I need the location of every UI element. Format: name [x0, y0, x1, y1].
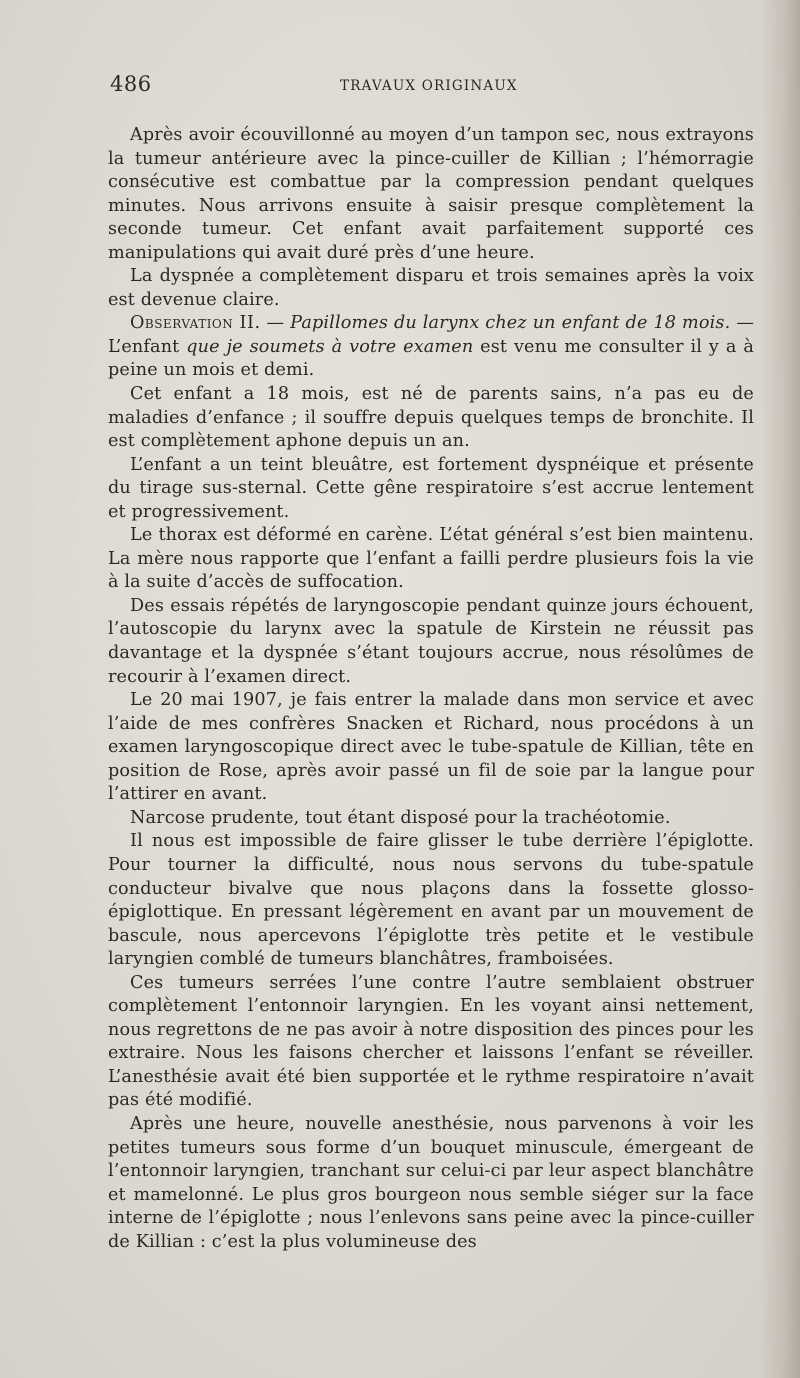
paragraph: L’enfant a un teint bleuâtre, est fortement dyspnéique et présente du tirage sus-sternal. Cette gêne respiratoire s’est accrue lentement et progressivement. [108, 454, 754, 522]
observation-title: Papillomes du larynx chez un enfant de 18 mois. [290, 313, 731, 334]
page-header [110, 72, 760, 102]
observation-label: Observation II. [130, 313, 261, 334]
paragraph: Narcose prudente, tout étant disposé pour la trachéotomie. [130, 807, 671, 828]
observation-dash-2: — [730, 313, 754, 334]
paragraph: Il nous est impossible de faire glisser le tube derrière l’épiglotte. Pour tourner la difficulté, nous nous servons du tube-spatule conducteur bivalve que nous plaçons dans la fossette glosso-épiglottique. En pressant légèrement en avant par un mouvement de bascule, nous apercevons l’épiglotte très petite et le vestibule laryngien comblé de tumeurs blanchâtres, framboisées. [108, 831, 754, 970]
paragraph: Après une heure, nouvelle anesthésie, nous parvenons à voir les petites tumeurs sous forme d’un bouquet minuscule, émergeant de l’entonnoir laryngien, tranchant sur celui-ci par leur aspect blanchâtre et mamelonné. Le plus gros bourgeon nous semble siéger sur la face interne de l’épiglotte ; nous l’enlevons sans peine avec la pince-cuiller de Killian : c’est la plus volumineuse des [108, 1113, 754, 1252]
observation-paragraph [108, 312, 754, 383]
paragraph: Des essais répétés de laryngoscopie pendant quinze jours échouent, l’autoscopie du larynx avec la spatule de Kirstein ne réussit pas davantage et la dyspnée s’étant toujours accrue, nous résolûmes de recourir à l’examen direct. [108, 595, 754, 687]
body-text [108, 124, 754, 1254]
paragraph: Le thorax est déformé en carène. L’état général s’est bien maintenu. La mère nous rapporte que l’enfant a failli perdre plusieurs fois la vie à la suite d’accès de suffocation. [108, 525, 754, 593]
observation-text: L’enfant [108, 336, 187, 357]
paragraph: Cet enfant a 18 mois, est né de parents sains, n’a pas eu de maladies d’enfance ; il souffre depuis quelques temps de bronchite. Il est complètement aphone depuis un an. [108, 384, 754, 452]
observation-dash: — [260, 313, 291, 334]
running-title: TRAVAUX ORIGINAUX [340, 78, 518, 94]
page-number: 486 [110, 72, 152, 96]
observation-quote: que je soumets à votre examen [186, 336, 474, 357]
paragraph: Ces tumeurs serrées l’une contre l’autre semblaient obstruer complètement l’entonnoir laryngien. En les voyant ainsi nettement, nous regrettons de ne pas avoir à notre disposition des pinces pour les extraire. Nous les faisons chercher et laissons l’enfant se réveiller. L’anesthésie avait été bien supportée et le rythme respiratoire n’avait pas été modifié. [108, 972, 754, 1111]
observation-text-end: est venu me consulter il y a à peine un mois et demi. [108, 336, 754, 381]
paragraph: Après avoir écouvillonné au moyen d’un tampon sec, nous extrayons la tumeur antérieure avec la pince-cuiller de Killian ; l’hémorragie consécutive est combattue par la compression pendant quelques minutes. Nous arrivons ensuite à saisir presque complètement la seconde tumeur. Cet enfant avait parfaitement supporté ces manipulations qui avait duré près d’une heure. [108, 125, 754, 263]
page-spine-shadow [760, 0, 800, 1378]
paragraph: La dyspnée a complètement disparu et trois semaines après la voix est devenue claire. [108, 266, 754, 310]
paragraph: Le 20 mai 1907, je fais entrer la malade dans mon service et avec l’aide de mes confrères Snacken et Richard, nous procédons à un examen laryngoscopique direct avec le tube-spatule de Killian, tête en position de Rose, après avoir passé un fil de soie par la langue pour l’attirer en avant. [108, 690, 754, 805]
